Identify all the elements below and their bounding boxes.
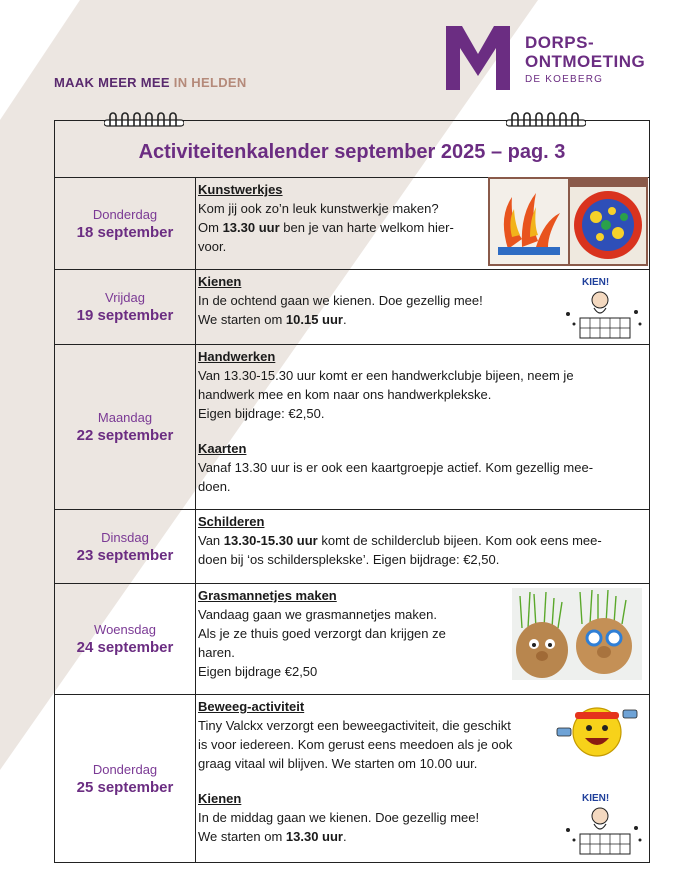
activity-content xyxy=(198,512,638,569)
activity-text: haren. xyxy=(198,645,235,660)
day-date: 24 september xyxy=(76,639,174,656)
day-date: 22 september xyxy=(76,427,174,444)
activity-heading: Kienen xyxy=(198,274,242,289)
date-cell xyxy=(55,695,196,863)
activity-text: graag vitaal wil blijven. We starten om 10.00 uur. xyxy=(198,756,478,771)
binder-rings-left-icon xyxy=(104,112,184,132)
kien-icon xyxy=(560,274,646,342)
grass-heads-photo xyxy=(512,588,642,680)
activity-heading: Kienen xyxy=(198,791,242,806)
activity-text: We starten om 13.30 uur. xyxy=(198,829,347,844)
exercise-smiley-icon xyxy=(553,700,641,762)
activity-heading: Beweeg-activiteit xyxy=(198,699,305,714)
activity-text: Kom jij ook zo’n leuk kunstwerkje maken? xyxy=(198,201,439,216)
activity-text: voor. xyxy=(198,239,227,254)
tagline-rest: IN HELDEN xyxy=(173,75,247,90)
weekday: Donderdag xyxy=(92,761,158,777)
activity-heading: Schilderen xyxy=(198,514,265,529)
activity-text: Eigen bijdrage: €2,50. xyxy=(198,406,325,421)
date-cell xyxy=(55,270,196,345)
activity-heading: Kaarten xyxy=(198,441,247,456)
weekday: Dinsdag xyxy=(101,529,149,545)
logo-line3: DE KOEBERG xyxy=(525,74,604,85)
day-date: 18 september xyxy=(76,223,174,241)
tagline-main: MAAK MEER MEE xyxy=(54,75,170,90)
weekday: Maandag xyxy=(97,410,153,425)
binder-rings-right-icon xyxy=(506,112,586,132)
date-cell xyxy=(55,510,196,584)
weekday: Donderdag xyxy=(92,206,158,222)
activity-text: Van 13.30-15.30 uur komt de schilderclub bijeen. Kom ook eens mee- xyxy=(198,533,602,548)
day-date: 25 september xyxy=(76,778,174,796)
kien-label: KIEN! xyxy=(582,793,610,804)
day-row xyxy=(55,344,649,510)
weekday: Woensdag xyxy=(94,622,156,637)
activity-text: is voor iedereen. Kom gerust eens meedoen als je ook xyxy=(198,737,513,752)
activity-text: doen bij ‘os schildersplekske’. Eigen bijdrage: €2,50. xyxy=(198,552,500,567)
activity-text: We starten om 10.15 uur. xyxy=(198,312,347,327)
activity-text: In de ochtend gaan we kienen. Doe gezellig mee! xyxy=(198,293,483,308)
activity-heading: Kunstwerkjes xyxy=(198,182,283,197)
tagline xyxy=(54,75,247,90)
kien-label: KIEN! xyxy=(582,277,610,288)
date-cell xyxy=(55,345,196,510)
kien-icon xyxy=(560,790,646,858)
activity-text: Om 13.30 uur ben je van harte welkom hier- xyxy=(198,220,454,235)
day-date: 19 september xyxy=(76,307,174,324)
activity-text: Vandaag gaan we grasmannetjes maken. xyxy=(198,607,437,622)
logo-text xyxy=(525,33,645,85)
activity-text: Vanaf 13.30 uur is er ook een kaartgroepje actief. Kom gezellig mee- xyxy=(198,460,594,475)
calendar-title: Activiteitenkalender september 2025 – pag. 3 xyxy=(138,141,566,163)
activity-text: In de middag gaan we kienen. Doe gezellig mee! xyxy=(198,810,480,825)
activity-text: doen. xyxy=(198,479,231,494)
activity-text: Eigen bijdrage €2,50 xyxy=(198,664,318,679)
date-cell xyxy=(55,178,196,270)
logo-line1: DORPS- xyxy=(525,33,595,52)
activity-text: handwerk mee en kom naar ons handwerkplekske. xyxy=(198,387,492,402)
activity-heading: Handwerken xyxy=(198,349,276,364)
activity-heading: Grasmannetjes maken xyxy=(198,588,337,603)
day-date: 23 september xyxy=(76,546,174,564)
day-row xyxy=(55,509,649,584)
artwork-photo xyxy=(488,177,648,266)
activity-text: Van 13.30-15.30 uur komt er een handwerkclubje bijeen, neem je xyxy=(198,368,574,383)
activity-text: Als je ze thuis goed verzorgt dan krijgen ze xyxy=(198,626,446,641)
logo-line2: ONTMOETING xyxy=(525,52,646,71)
weekday: Vrijdag xyxy=(105,290,145,305)
date-cell xyxy=(55,584,196,695)
activity-text: Tiny Valckx verzorgt een beweegactiviteit, die geschikt xyxy=(198,718,511,733)
activity-content xyxy=(198,347,638,496)
